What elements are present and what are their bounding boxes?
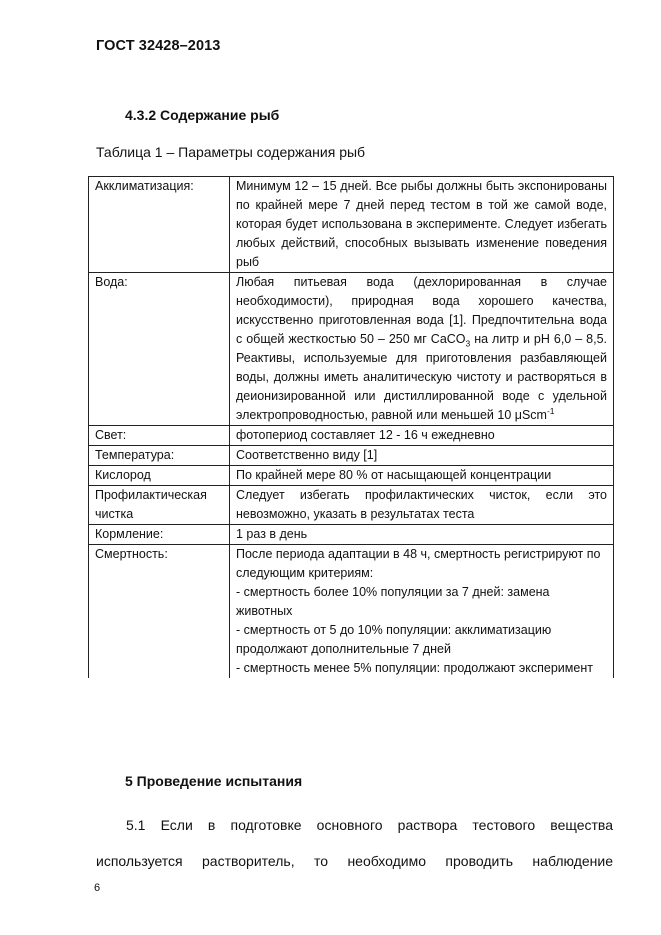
table-row	[89, 446, 614, 466]
row-key-feeding: Кормление:	[89, 525, 230, 545]
row-value-temperature: Соответственно виду [1]	[230, 446, 614, 466]
row-value-oxygen: По крайней мере 80 % от насыщающей концентрации	[230, 466, 614, 486]
table-row	[89, 273, 614, 426]
row-value-feeding: 1 раз в день	[230, 525, 614, 545]
row-key-oxygen: Кислород	[89, 466, 230, 486]
water-text-part1: Любая питьевая вода (дехлорированная в случае необходимости), природная вода хорошего качества, искусственно приготовленная вода [1]. Предпочтительна вода с общей жесткостью 50 – 250 мг CaCO	[236, 275, 607, 346]
row-key-acclimatization: Акклиматизация:	[89, 177, 230, 273]
mortality-line: После периода адаптации в 48 ч, смертность регистрируют по следующим критериям:	[236, 547, 601, 580]
mortality-line: - смертность от 5 до 10% популяции: акклиматизацию продолжают дополнительные 7 дней	[236, 623, 552, 656]
row-key-cleaning: Профилактическая чистка	[89, 486, 230, 525]
parameters-table	[88, 176, 614, 678]
row-value-mortality	[230, 545, 614, 679]
row-value-cleaning: Следует избегать профилактических чисток, если это невозможно, указать в результатах теста	[230, 486, 614, 525]
row-value-acclimatization: Минимум 12 – 15 дней. Все рыбы должны быть экспонированы по крайней мере 7 дней перед тестом в той же самой воде, которая будет использована в эксперименте. Следует избегать любых действий, способных вызывать изменение поведения рыб	[230, 177, 614, 273]
row-key-water: Вода:	[89, 273, 230, 426]
table-row	[89, 545, 614, 679]
section-heading: 4.3.2 Содержание рыб	[125, 107, 280, 123]
row-key-temperature: Температура:	[89, 446, 230, 466]
row-key-light: Свет:	[89, 426, 230, 446]
row-value-light: фотопериод составляет 12 - 16 ч ежедневно	[230, 426, 614, 446]
row-key-mortality: Смертность:	[89, 545, 230, 679]
table-row	[89, 486, 614, 525]
section-5-heading: 5 Проведение испытания	[125, 773, 303, 789]
mortality-line: - смертность более 10% популяции за 7 дней: замена животных	[236, 585, 550, 618]
document-number-header: ГОСТ 32428–2013	[96, 38, 221, 54]
mortality-line: - смертность менее 5% популяции: продолжают эксперимент	[236, 661, 593, 675]
water-subscript: 3	[465, 338, 471, 349]
water-superscript: -1	[546, 405, 555, 416]
section-5-paragraph: 5.1 Если в подготовке основного раствора тестового вещества используется растворитель, то необходимо проводить наблюдение	[96, 817, 613, 869]
table-caption: Таблица 1 – Параметры содержания рыб	[96, 144, 366, 160]
page-number: 6	[94, 882, 101, 894]
table-row	[89, 525, 614, 545]
table-row	[89, 426, 614, 446]
table-row	[89, 466, 614, 486]
water-text-part2: на литр и pH 6,0 – 8,5. Реактивы, используемые для приготовления разбавляющей воды, должны иметь аналитическую чистоту и растворяться в деионизированной или дистиллированной воде с удельной электропроводностью, равной или меньшей 10 μScm	[236, 332, 607, 422]
row-value-water	[230, 273, 614, 426]
table-row	[89, 177, 614, 273]
